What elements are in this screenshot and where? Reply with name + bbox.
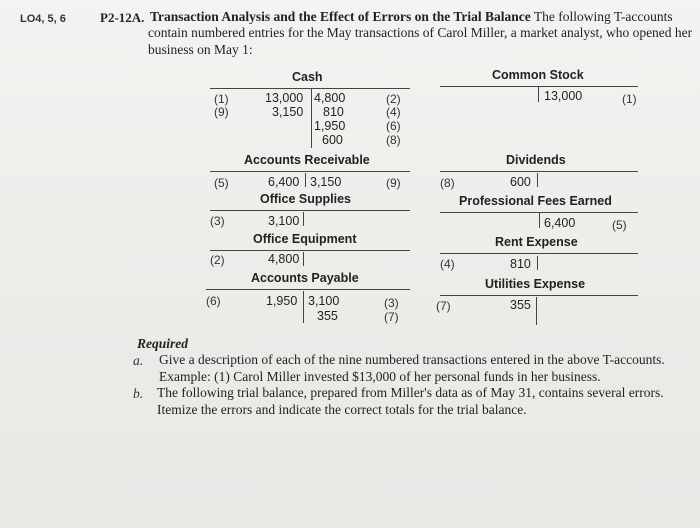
professional-fees-credit: 6,400 [544, 216, 576, 230]
office-supplies-title: Office Supplies [260, 192, 351, 206]
office-supplies-debit: 3,100 [268, 214, 300, 228]
cash-ref-right: (4) [386, 105, 401, 119]
required-a-label: a. [133, 353, 144, 368]
accounts-receivable-t-top [210, 171, 410, 172]
dividends-debit: 600 [510, 175, 531, 189]
problem-title-bold: Transaction Analysis and the Effect of Errors on the Trial Balance [150, 9, 531, 24]
learning-objectives: LO4, 5, 6 [20, 13, 66, 25]
cash-ref-left: (9) [214, 105, 229, 119]
rent-expense-t-top [440, 253, 638, 254]
dividends-t-top [440, 171, 638, 172]
cash-ref-left: (1) [214, 92, 229, 106]
cash-credit: 4,800 [314, 91, 346, 105]
common-stock-t-stem [538, 86, 539, 102]
office-supplies-t-top [210, 210, 410, 211]
cash-ref-right: (6) [386, 119, 401, 133]
accounts-payable-credit: 355 [317, 309, 338, 323]
accounts-receivable-credit: 3,150 [310, 175, 342, 189]
accounts-payable-credit: 3,100 [308, 294, 340, 308]
cash-credit: 1,950 [314, 119, 346, 133]
accounts-receivable-t-stem [305, 173, 306, 187]
utilities-expense-t-stem [536, 297, 537, 325]
problem-number: P2-12A. [100, 10, 145, 25]
cash-account-title: Cash [292, 70, 323, 84]
intro-line-2: contain numbered entries for the May transactions of Carol Miller, a market analyst, who opened her [148, 25, 693, 40]
problem-title-rest: The following T-accounts [530, 9, 673, 24]
office-equipment-title: Office Equipment [253, 232, 357, 246]
required-a-line-1: Give a description of each of the nine numbered transactions entered in the above T-accounts. [159, 352, 665, 367]
required-heading: Required [137, 336, 189, 351]
cash-ref-right: (8) [386, 133, 401, 147]
accounts-receivable-ref-right: (9) [386, 176, 401, 190]
common-stock-credit: 13,000 [544, 89, 583, 103]
accounts-payable-ref-right: (7) [384, 310, 399, 324]
accounts-payable-ref-left: (6) [206, 294, 221, 308]
rent-expense-debit: 810 [510, 257, 531, 271]
cash-t-top [210, 88, 410, 89]
accounts-payable-ref-right: (3) [384, 296, 399, 310]
common-stock-ref-right: (1) [622, 92, 637, 106]
intro-line-3: business on May 1: [148, 42, 253, 57]
utilities-expense-ref-left: (7) [436, 299, 451, 313]
office-supplies-t-stem [303, 212, 304, 226]
accounts-payable-debit: 1,950 [266, 294, 298, 308]
professional-fees-ref-right: (5) [612, 218, 627, 232]
accounts-receivable-title: Accounts Receivable [244, 153, 370, 167]
cash-ref-right: (2) [386, 92, 401, 106]
required-b-label: b. [133, 386, 144, 401]
office-equipment-t-stem [303, 252, 304, 266]
utilities-expense-t-top [440, 295, 638, 296]
office-equipment-ref-left: (2) [210, 253, 225, 267]
accounts-payable-title: Accounts Payable [251, 271, 359, 285]
common-stock-account-title: Common Stock [492, 68, 584, 82]
rent-expense-t-stem [537, 256, 538, 270]
rent-expense-title: Rent Expense [495, 235, 578, 249]
office-equipment-debit: 4,800 [268, 252, 300, 266]
required-b-line-2: Itemize the errors and indicate the correct totals for the trial balance. [157, 402, 527, 417]
professional-fees-t-stem [539, 212, 540, 228]
required-a-line-2: Example: (1) Carol Miller invested $13,000 of her personal funds in her business. [159, 369, 601, 384]
accounts-receivable-ref-left: (5) [214, 176, 229, 190]
dividends-t-stem [537, 173, 538, 187]
utilities-expense-title: Utilities Expense [485, 277, 586, 291]
common-stock-t-top [440, 86, 638, 87]
dividends-account-title: Dividends [506, 153, 566, 167]
office-supplies-ref-left: (3) [210, 214, 225, 228]
accounts-payable-t-stem [303, 291, 304, 323]
accounts-payable-t-top [206, 289, 410, 290]
cash-debit: 3,150 [272, 105, 304, 119]
professional-fees-title: Professional Fees Earned [459, 194, 612, 208]
cash-credit: 600 [322, 133, 343, 147]
office-equipment-t-top [210, 250, 410, 251]
rent-expense-ref-left: (4) [440, 257, 455, 271]
cash-debit: 13,000 [265, 91, 304, 105]
cash-credit: 810 [323, 105, 344, 119]
utilities-expense-debit: 355 [510, 298, 531, 312]
dividends-ref-left: (8) [440, 176, 455, 190]
cash-t-stem [311, 88, 312, 148]
accounts-receivable-debit: 6,400 [268, 175, 300, 189]
required-b-line-1: The following trial balance, prepared from Miller's data as of May 31, contains several errors. [157, 385, 664, 400]
problem-title [150, 9, 673, 25]
